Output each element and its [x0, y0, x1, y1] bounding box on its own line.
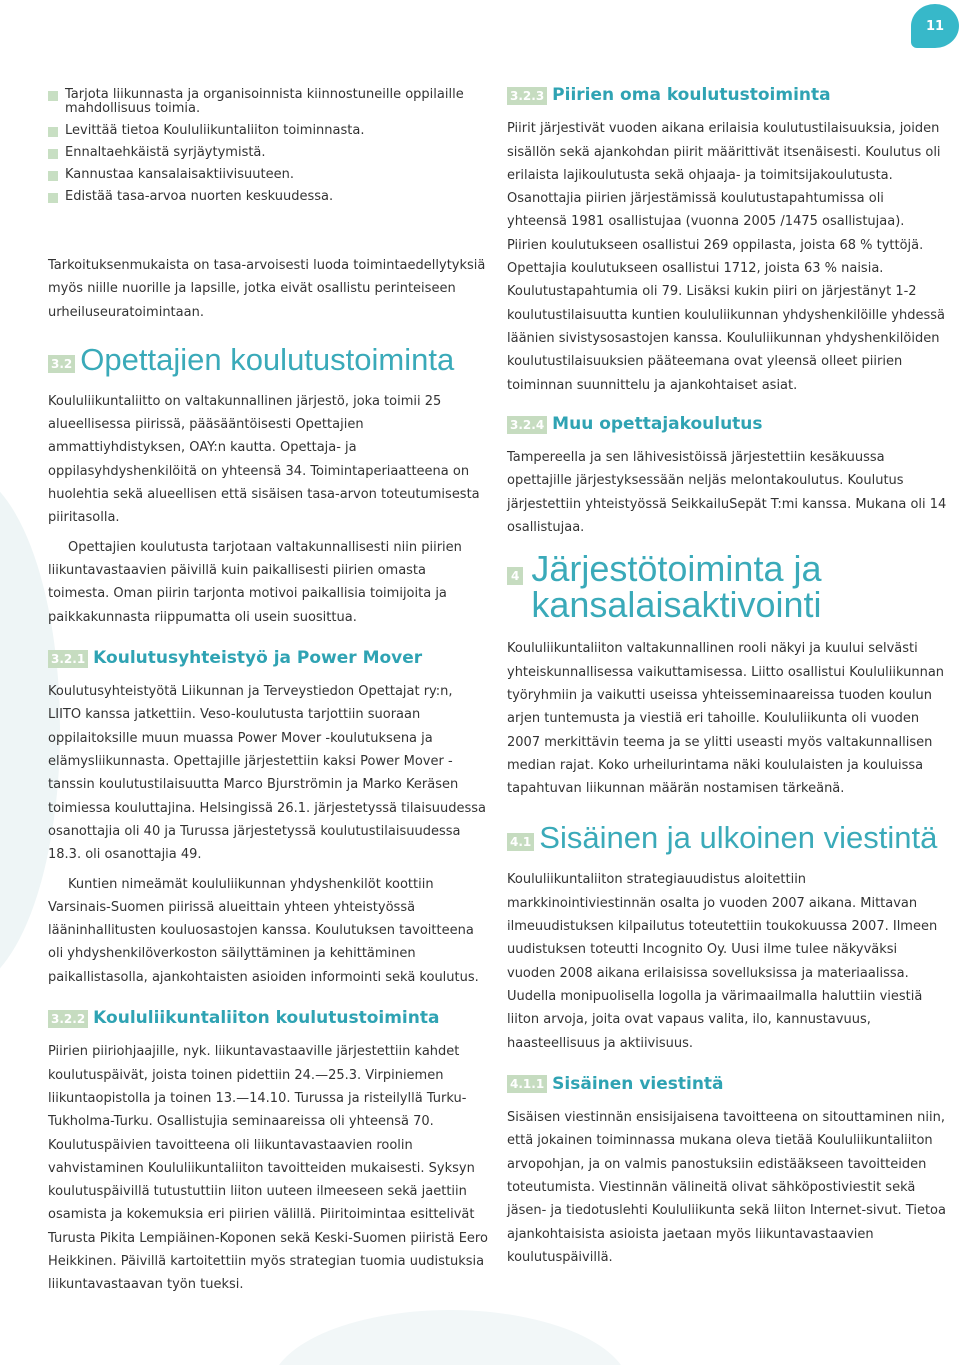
square-bullet-icon — [48, 171, 58, 181]
square-bullet-icon — [48, 127, 58, 137]
paragraph: Opettajien koulutusta tarjotaan valtakunnallisesti niin piirien liikuntavastaavien päivillä kuin paikallisesti piirien omasta toimesta. Oman piirin tarjonta motivoi paikallisia toimijoita ja paikkakunnasta riippumatta oli usein suosittua. — [48, 539, 462, 625]
section-4-heading — [507, 548, 947, 626]
right-column — [507, 84, 947, 1275]
section-title: Koulutusyhteistyö ja Power Mover — [93, 647, 423, 668]
section-3-2-1-heading — [48, 647, 488, 670]
square-bullet-icon — [48, 149, 58, 159]
paragraph: Tampereella ja sen lähivesistöissä järjestettiin kesäkuussa opettajille järjestyksessään neljäs melontakoulutus. Koulutus järjestettiin yhteistyössä SeikkailuSepät T:mi kanssa. Mukana oli 14 osallistujaa. — [507, 450, 947, 536]
paragraph: Kuntien nimeämät koululiikunnan yhdyshenkilöt koottiin Varsinais-Suomen piirissä alueittain yhteen yhteistyössä lääninhallitusten kouluosastojen kanssa. Koulutuksen tavoitteena oli yhdyshenkilöverkoston säilyttäminen ja kehittäminen paikallistasolla, ajankohtaisten asioiden informointi sekä koulutus. — [48, 876, 479, 985]
list-item: Kannustaa kansalaisaktiivisuuteen. — [48, 168, 488, 182]
list-item: Ennaltaehkäistä syrjäytymistä. — [48, 146, 488, 160]
decorative-shape — [270, 1310, 630, 1365]
section-3-2-4-heading — [507, 413, 947, 436]
paragraph: Koululiikuntaliiton valtakunnallinen rooli näkyi ja kuului selvästi yhteiskunnallisessa vaikuttamisessa. Liitto osallistui Koululiikunnan työryhmiin ja vaikutti useissa yhteisseminaareissa tuoden koulun arjen tuntemusta ja viestiä eri tahoille. Koululiikunta oli vuoden 2007 merkittävin teema ja se ylitti useasti myös valtakunnallisen median rajat. Koko urheilurintama näki koululaisten ja kouluissa tapahtuvan liikunnan määrän nostamisen tärkeänä. — [507, 641, 945, 797]
section-title: Muu opettajakoulutus — [552, 413, 763, 434]
paragraph: Koululiikuntaliitto on valtakunnallinen järjestö, joka toimii 25 alueellisessa piirissä, pääsääntöisesti Opettajien ammattiyhdistyksen, OAY:n kautta. Opettaja- ja oppilasyhdyshenkilöitä on yhteensä 34. Toimintaperiaatteena on huolehtia sekä alueellisen että sisäisen tasa-arvon toteutumisesta piiritasolla. — [48, 393, 480, 526]
section-title: Järjestötoiminta ja kansalaisaktivointi — [531, 548, 822, 626]
section-number: 3.2 — [48, 355, 75, 373]
section-number: 3.2.3 — [507, 87, 547, 105]
section-3-2-heading — [48, 342, 488, 378]
goal-list — [48, 88, 488, 204]
square-bullet-icon — [48, 193, 58, 203]
section-title: Koululiikuntaliiton koulutustoiminta — [93, 1008, 440, 1029]
section-number: 3.2.2 — [48, 1010, 88, 1028]
section-4-1-1-heading — [507, 1073, 947, 1096]
paragraph: Piirien piiriohjaajille, nyk. liikuntavastaaville järjestettiin kahdet koulutuspäivät, joista toinen pidettiin 24.—25.3. Virpiniemen liikuntaopistolla ja toinen 13.—14.10. Turussa ja risteilyllä Turku-Tukholma-Turku. Osallistujia seminaareissa oli yhteensä 70. Koulutuspäivien tavoitteena oli liikuntavastaavien roolin vahvistaminen Koululiikuntaliiton tavoitteiden mukaisesti. Syksyn koulutuspäivillä tutustuttiin liiton uuteen ilmeeseen sekä jaettiin osamista ja kokemuksia eri piirien välillä. Piiritoimintaa esittelivät Turusta Pikita Lempiäinen-Koponen sekä Keski-Suomen piiristä Eero Heikkinen. Päivillä kartoitettiin myös strategian tuomia uudistuksia liikuntavastaavan työn tueksi. — [48, 1044, 488, 1293]
section-title: Opettajien koulutustoiminta — [80, 341, 455, 377]
square-bullet-icon — [48, 91, 58, 101]
page-number: 11 — [925, 18, 945, 34]
section-number: 4 — [507, 567, 523, 585]
section-3-2-3-heading — [507, 84, 947, 107]
section-title: Sisäinen viestintä — [552, 1073, 724, 1094]
section-title: Piirien oma koulutustoiminta — [552, 85, 831, 105]
paragraph: Piirit järjestivät vuoden aikana erilaisia koulutustilaisuuksia, joiden sisällön sekä ajankohdan piirit määrittivät itsenäisesti. Koulutus oli erilaista lajikoulutusta sekä ohjaaja- ja toimitsijakoulutusta. Osanottajia piirien järjestämissä koulutustapahtumissa oli yhteensä 1981 osallistujaa (vuonna 2005 /1475 osallistujaa). Piirien koulutukseen osallistui 269 oppilasta, joista 68 % tyttöjä. Opettajia koulutukseen osallistui 1712, joista 63 % naisia. Koulutustapahtumia oli 79. Lisäksi kukin piiri on järjestänyt 1-2 koulutustilaisuutta kuntien koululiikunnan yhdyshenkilöille yhdessä läänien sivistysosastojen kanssa. Koululiikunnan yhdyshenkilöiden koulutustilaisuuksien pääteemana ovat yleensä olleet piirien toiminnan suunnittelu ja ajankohtaiset asiat. — [507, 121, 945, 393]
section-3-2-2-heading — [48, 1007, 488, 1030]
list-item: Tarjota liikunnasta ja organisoinnista kiinnostuneille oppilaille mahdollisuus toimia. — [48, 88, 488, 116]
left-column — [48, 88, 488, 1303]
section-title: Sisäinen ja ulkoinen viestintä — [539, 820, 938, 856]
section-4-1-heading — [507, 820, 947, 856]
paragraph: Sisäisen viestinnän ensisijaisena tavoitteena on sitouttaminen niin, että jokainen toiminnassa mukana oleva tietää Koululiikuntaliiton arvopohjan, ja on valmis panostuksiin edistääkseen tavoitteiden toteutumista. Viestinnän välineitä olivat sähköpostiviestit sekä jäsen- ja tiedotuslehti Koululiikunta sekä liiton Internet-sivut. Tietoa ajankohtaisista asioista jaetaan myös liikuntavastaavien koulutuspäivillä. — [507, 1110, 946, 1265]
section-number: 4.1 — [507, 833, 534, 851]
section-number: 4.1.1 — [507, 1075, 547, 1093]
section-number: 3.2.1 — [48, 650, 88, 668]
list-item: Edistää tasa-arvoa nuorten keskuudessa. — [48, 190, 488, 204]
paragraph: Koulutusyhteistyötä Liikunnan ja Terveystiedon Opettajat ry:n, LIITO kanssa jatkettiin. Veso-koulutusta tarjottiin suoraan oppilaitoksille muun muassa Power Mover -koulutuksena ja elämysliikunnasta. Opettajille järjestettiin kaksi Power Mover -tanssin koulutustilaisuutta Marco Bjurströmin ja Marko Keräsen toimiessa kouluttajina. Helsingissä 26.1. järjestetyssä tilaisuudessa osanottajia oli 40 ja Turussa järjestetyssä koulutustilaisuudessa 18.3. oli osanottajia 49. — [48, 684, 487, 863]
page-number-badge — [911, 4, 959, 48]
paragraph: Koululiikuntaliiton strategiauudistus aloitettiin markkinointiviestinnän osalta jo vuoden 2007 aikana. Mittavan ilmeuudistuksen kilpailutus toteutettiin toukokuussa 2007. Ilmeen uudistuksen toteutti Incognito Oy. Uusi ilme tulee näkyväksi vuoden 2008 aikana erilaisissa sovelluksissa ja materiaalissa. Uudella monipuolisella logolla ja värimaailmalla haluttiin viestiä liiton arvoja, joita ovat vapaus valita, ilo, kannustavuus, haasteellisuus ja aktiivisuus. — [507, 872, 938, 1051]
section-number: 3.2.4 — [507, 416, 547, 434]
intro-paragraph: Tarkoituksenmukaista on tasa-arvoisesti luoda toimintaedellytyksiä myös niille nuorille ja lapsille, jotka eivät osallistu perinteiseen urheiluseuratoimintaan. — [48, 258, 486, 320]
list-item: Levittää tietoa Koululiikuntaliiton toiminnasta. — [48, 124, 488, 138]
